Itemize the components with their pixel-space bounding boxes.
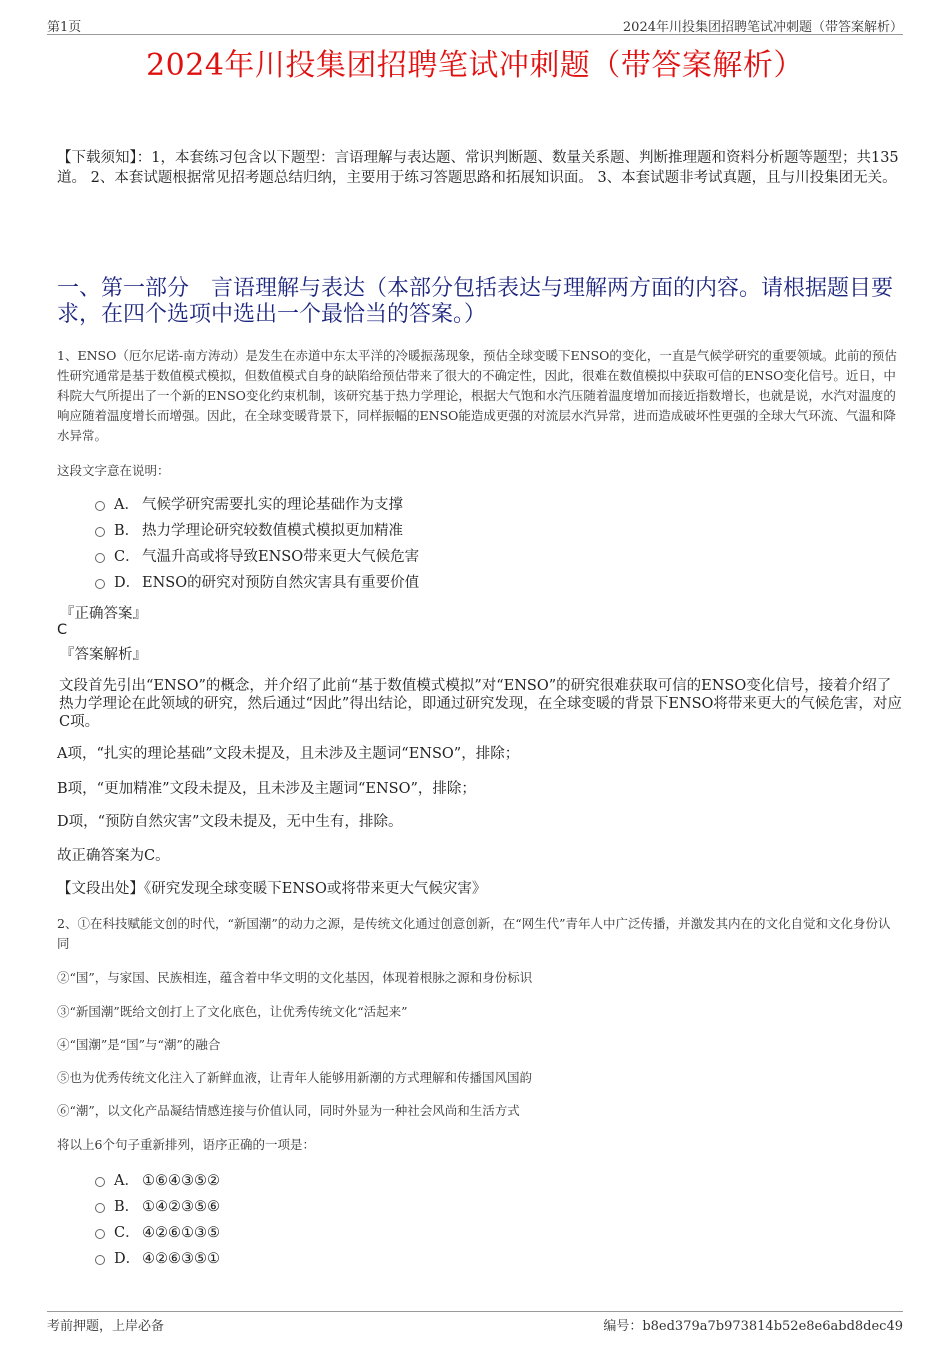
radio-icon[interactable] [95, 527, 105, 537]
question-2-sentence-3: ③“新国潮”既给文创打上了文化底色，让优秀传统文化“活起来” [57, 1004, 408, 1019]
question-2-sentence-4: ④“国潮”是“国”与“潮”的融合 [57, 1037, 221, 1052]
radio-icon[interactable] [95, 1177, 105, 1187]
analysis-option-d: D项，“预防自然灾害”文段未提及，无中生有，排除。 [57, 814, 403, 830]
analysis-option-a: A项，“扎实的理论基础”文段未提及，且未涉及主题词“ENSO”，排除； [57, 746, 520, 762]
answer-value: C [57, 622, 68, 638]
option-d[interactable]: D． ENSO的研究对预防自然灾害具有重要价值 [95, 570, 419, 596]
radio-icon[interactable] [95, 1229, 105, 1239]
analysis-paragraph: 文段首先引出“ENSO”的概念，并介绍了此前“基于数值模式模拟”对“ENSO”的研究很难获取可信的ENSO变化信号，接着介绍了热力学理论在此领域的研究，然后通过“因此”得出结论，即通过研究发现，在全球变暖的背景下ENSO将带来更大的气候危害，对应C项。 [59, 678, 902, 730]
radio-icon[interactable] [95, 579, 105, 589]
header-doc-title: 2024年川投集团招聘笔试冲刺题（带答案解析） [622, 20, 903, 35]
question-2-sentence-5: ⑤也为优秀传统文化注入了新鲜血液，让青年人能够用新潮的方式理解和传播国风国韵 [57, 1070, 533, 1085]
radio-icon[interactable] [95, 1255, 105, 1265]
analysis-option-b: B项，“更加精准”文段未提及，且未涉及主题词“ENSO”，排除； [57, 781, 476, 797]
page-header [47, 14, 903, 35]
footer-slogan: 考前押题，上岸必备 [47, 1319, 165, 1334]
option-c[interactable]: C． 气温升高或将导致ENSO带来更大气候危害 [95, 544, 419, 570]
option-d[interactable]: D． ④②⑥③⑤① [95, 1246, 220, 1272]
question-2-prompt: 将以上6个句子重新排列，语序正确的一项是： [57, 1137, 315, 1152]
source-citation: 【文段出处】《研究发现全球变暖下ENSO或将带来更大气候灾害》 [57, 881, 487, 897]
analysis-label: 『答案解析』 [60, 647, 147, 663]
question-1-prompt: 这段文字意在说明： [57, 463, 170, 478]
option-a[interactable]: A． ①⑥④③⑤② [95, 1168, 220, 1194]
radio-icon[interactable] [95, 1203, 105, 1213]
question-2-sentence-6: ⑥“潮”，以文化产品凝结情感连接与价值认同，同时外显为一种社会风尚和生活方式 [57, 1103, 520, 1118]
question-2-options [95, 1168, 220, 1272]
option-a[interactable]: A． 气候学研究需要扎实的理论基础作为支撑 [95, 492, 419, 518]
option-b[interactable]: B． ①④②③⑤⑥ [95, 1194, 220, 1220]
page-number: 第1页 [47, 20, 82, 35]
analysis-conclusion: 故正确答案为C。 [57, 848, 170, 864]
option-b[interactable]: B． 热力学理论研究较数值模式模拟更加精准 [95, 518, 419, 544]
question-1-options [95, 492, 419, 596]
footer-serial: 编号：b8ed379a7b973814b52e8e6abd8dec49 [603, 1319, 903, 1334]
option-c[interactable]: C． ④②⑥①③⑤ [95, 1220, 220, 1246]
page-footer [47, 1311, 903, 1336]
document-title: 2024年川投集团招聘笔试冲刺题（带答案解析） [146, 48, 804, 83]
radio-icon[interactable] [95, 501, 105, 511]
download-notice: 【下载须知】：1，本套练习包含以下题型：言语理解与表达题、常识判断题、数量关系题、判断推理题和资料分析题等题型；共135道。 2、本套试题根据常见招考题总结归纳，主要用于练习答题思路和拓展知识面。 3、本套试题非考试真题，且与川投集团无关。 [57, 150, 899, 186]
question-2-sentence-2: ②“国”，与家国、民族相连，蕴含着中华文明的文化基因，体现着根脉之源和身份标识 [57, 970, 533, 985]
question-2-sentence-1: 2、①在科技赋能文创的时代，“新国潮”的动力之源，是传统文化通过创意创新，在“网生代”青年人中广泛传播，并激发其内在的文化自觉和文化身份认同 [57, 916, 891, 951]
answer-label: 『正确答案』 [60, 606, 147, 622]
section-title: 一、第一部分 言语理解与表达（本部分包括表达与理解两方面的内容。请根据题目要求，在四个选项中选出一个最恰当的答案。） [57, 276, 894, 327]
radio-icon[interactable] [95, 553, 105, 563]
question-1-text: 1、ENSO（厄尔尼诺-南方涛动）是发生在赤道中东太平洋的冷暖振荡现象，预估全球变暖下ENSO的变化，一直是气候学研究的重要领域。此前的预估性研究通常是基于数值模式模拟，但数值模式自身的缺陷给预估带来了很大的不确定性，因此，很难在数值模拟中获取可信的ENSO变化信号。近日，中科院大气所提出了一个新的ENSO变化约束机制，该研究基于热力学理论，根据大气饱和水汽压随着温度增加而接近指数增长，也就是说，水汽对温度的响应随着温度增长而增强。因此，在全球变暖背景下，同样振幅的ENSO能造成更强的对流层水汽异常，进而造成破坏性更强的全球大气环流、气温和降水异常。 [57, 348, 897, 443]
